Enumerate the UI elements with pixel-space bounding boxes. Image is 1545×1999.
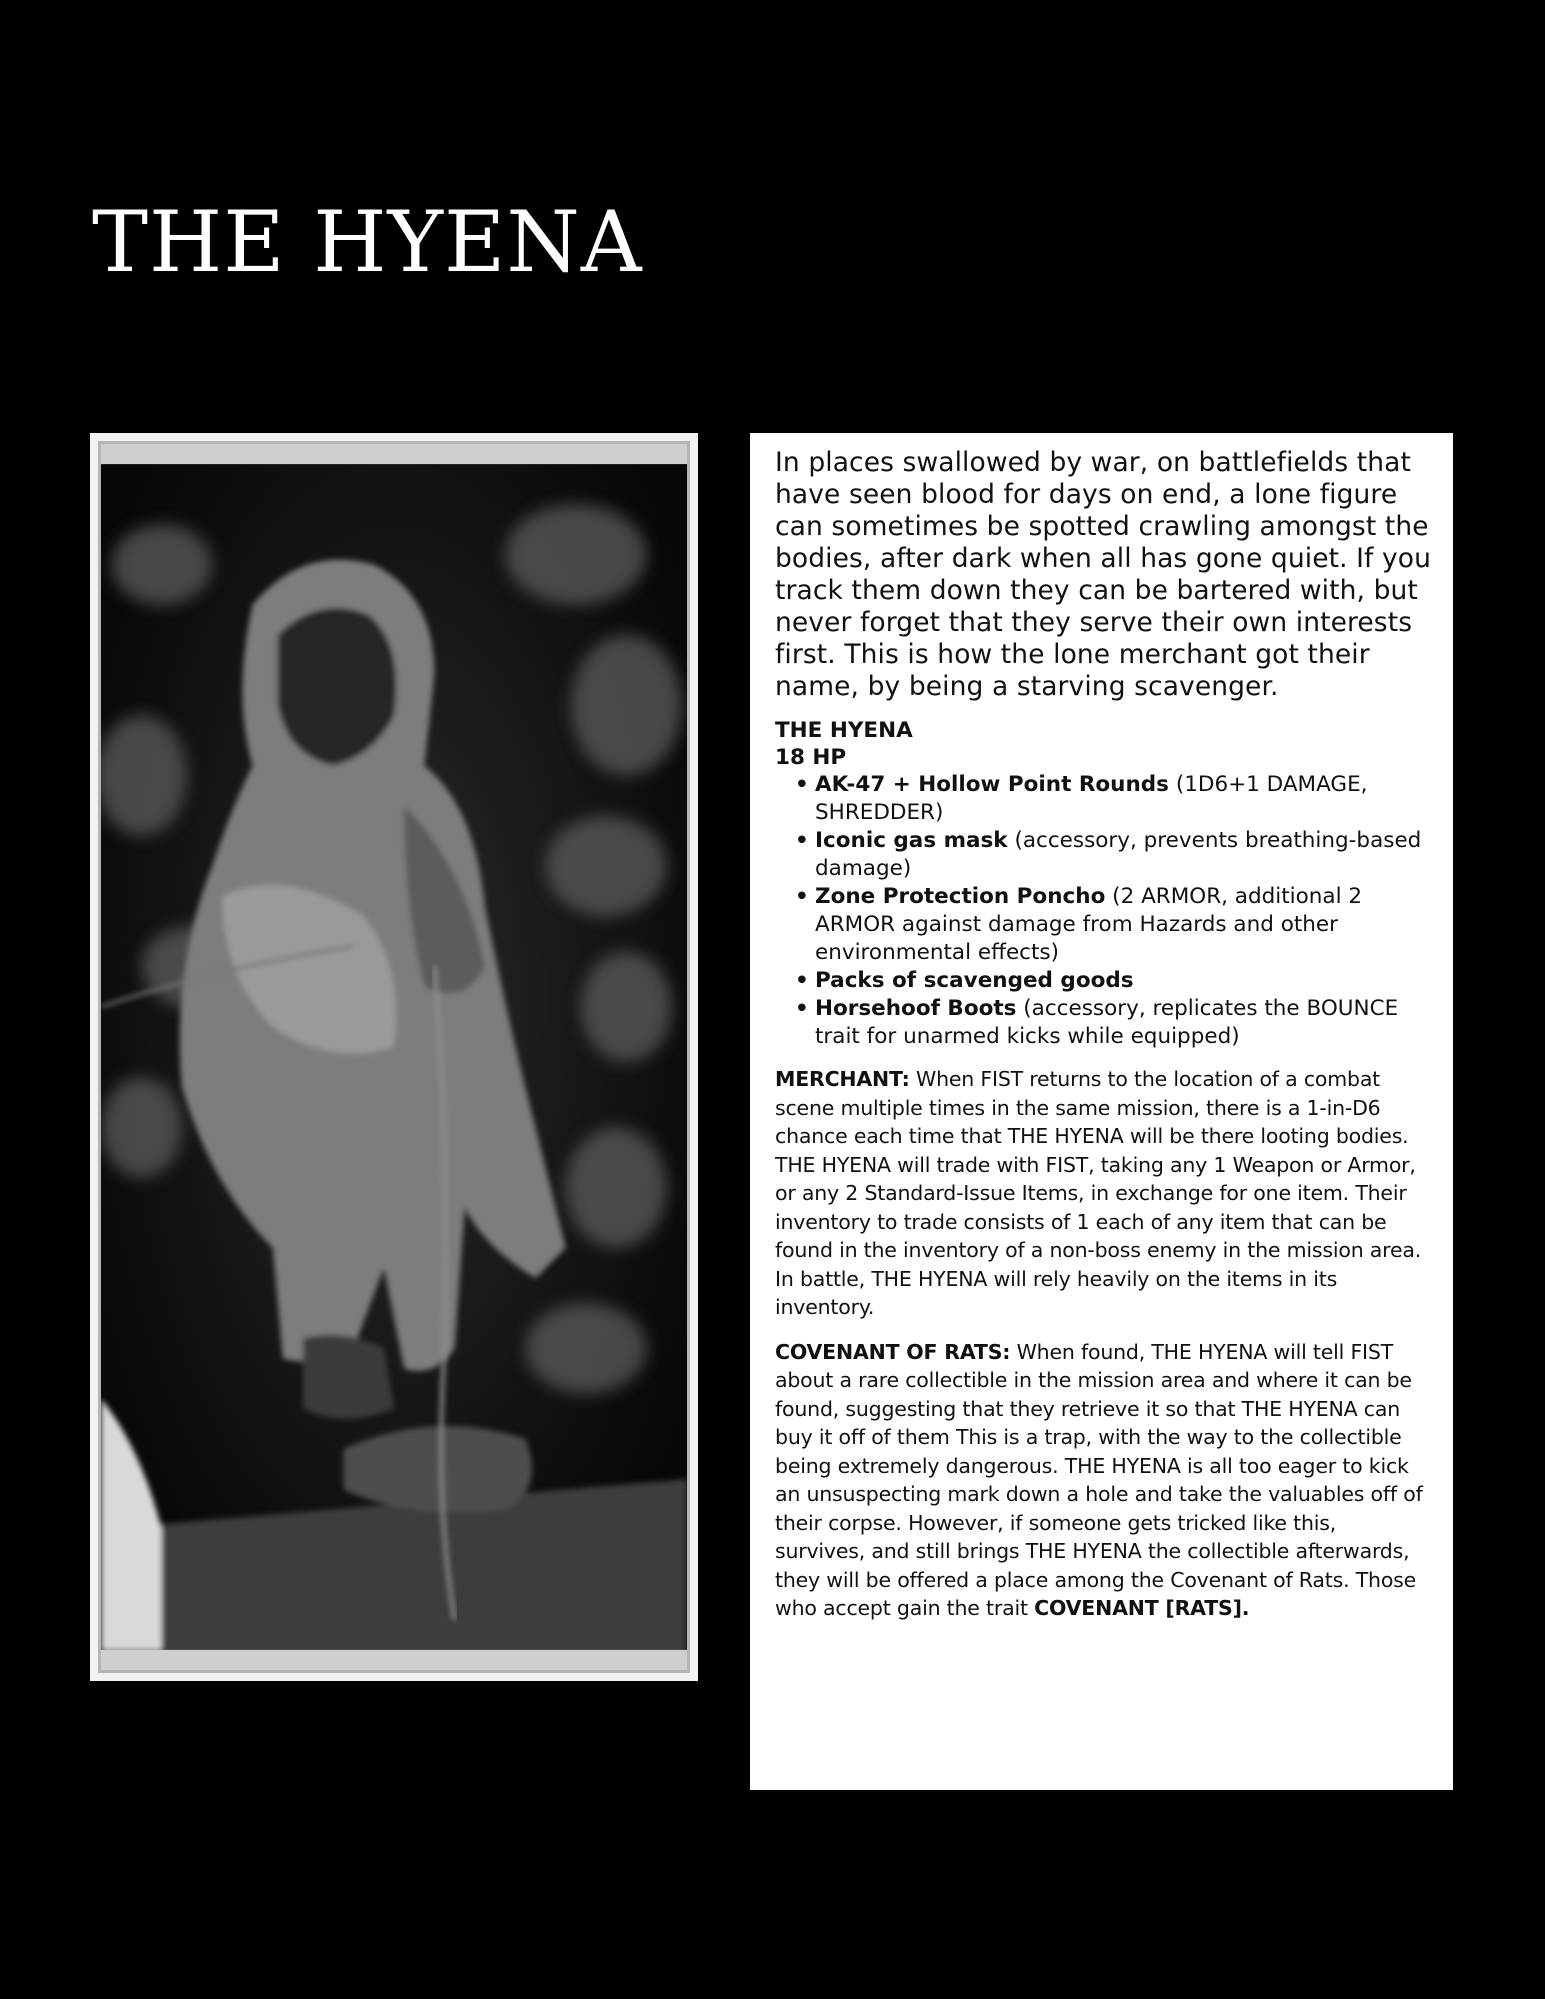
covenant-text: When found, THE HYENA will tell FIST about a rare collectible in the mission area and where it can be found, suggesting that they retrieve it so that THE HYENA can buy it off of them This is a trap, with the way to the collectible being extremely dangerous. THE HYENA is all too eager to kick an unsuspecting mark down a hole and take the valuables off of their corpse. However, if someone gets tricked like this, survives, and still brings THE HYENA the collectible afterwards, they will be offered a place among the Covenant of Rats. Those who accept gain the trait (775, 1339, 1423, 1620)
stat-block-hp: 18 HP (775, 745, 847, 770)
page-title: THE HYENA (92, 193, 643, 291)
list-item (795, 827, 1431, 883)
merchant-text: When FIST returns to the location of a combat scene multiple times in the same mission, there is a 1-in-D6 chance each time that THE HYENA will be there looting bodies. THE HYENA will trade with FIST, taking any 1 Weapon or Armor, or any 2 Standard-Issue Items, in exchange for one item. Their inventory to trade consists of 1 each of any item that can be found in the inventory of a non-boss enemy in the mission area. In battle, THE HYENA will rely heavily on the items in its inventory. (775, 1067, 1422, 1319)
item-name: Packs of scavenged goods (815, 968, 1134, 993)
equipment-list (775, 771, 1431, 1051)
list-item (795, 883, 1431, 967)
item-name: Iconic gas mask (815, 828, 1008, 853)
item-name: AK-47 + Hollow Point Rounds (815, 772, 1169, 797)
item-name: Zone Protection Poncho (815, 884, 1106, 909)
list-item (795, 967, 1431, 995)
item-detail: (accessory, prevents breathing-based damage) (815, 828, 1422, 881)
stat-block-name: THE HYENA (775, 718, 913, 743)
list-item (795, 995, 1431, 1051)
covenant-section (775, 1338, 1431, 1623)
item-detail: (2 ARMOR, additional 2 ARMOR against damage from Hazards and other environmental effects) (815, 884, 1363, 965)
description-panel (750, 433, 1453, 1790)
list-item (795, 771, 1431, 827)
hyena-photo (90, 433, 698, 1681)
photo-image-area (98, 441, 690, 1673)
item-detail: (accessory, replicates the BOUNCE trait for unarmed kicks while equipped) (815, 996, 1399, 1049)
merchant-heading: MERCHANT: (775, 1067, 910, 1091)
covenant-heading: COVENANT OF RATS: (775, 1339, 1011, 1364)
intro-paragraph: In places swallowed by war, on battlefields that have seen blood for days on end, a lone figure can sometimes be spotted crawling amongst the bodies, after dark when all has gone quiet. If you track them down they can be bartered with, but never forget that they serve their own interests first. This is how the lone merchant got their name, by being a starving scavenger. (775, 447, 1431, 702)
covenant-trait: COVENANT [RATS]. (1034, 1596, 1250, 1620)
item-name: Horsehoof Boots (815, 996, 1017, 1021)
item-detail: (1D6+1 DAMAGE, SHREDDER) (815, 772, 1368, 825)
merchant-section (775, 1065, 1431, 1322)
hooded-figure-image (101, 444, 687, 1670)
